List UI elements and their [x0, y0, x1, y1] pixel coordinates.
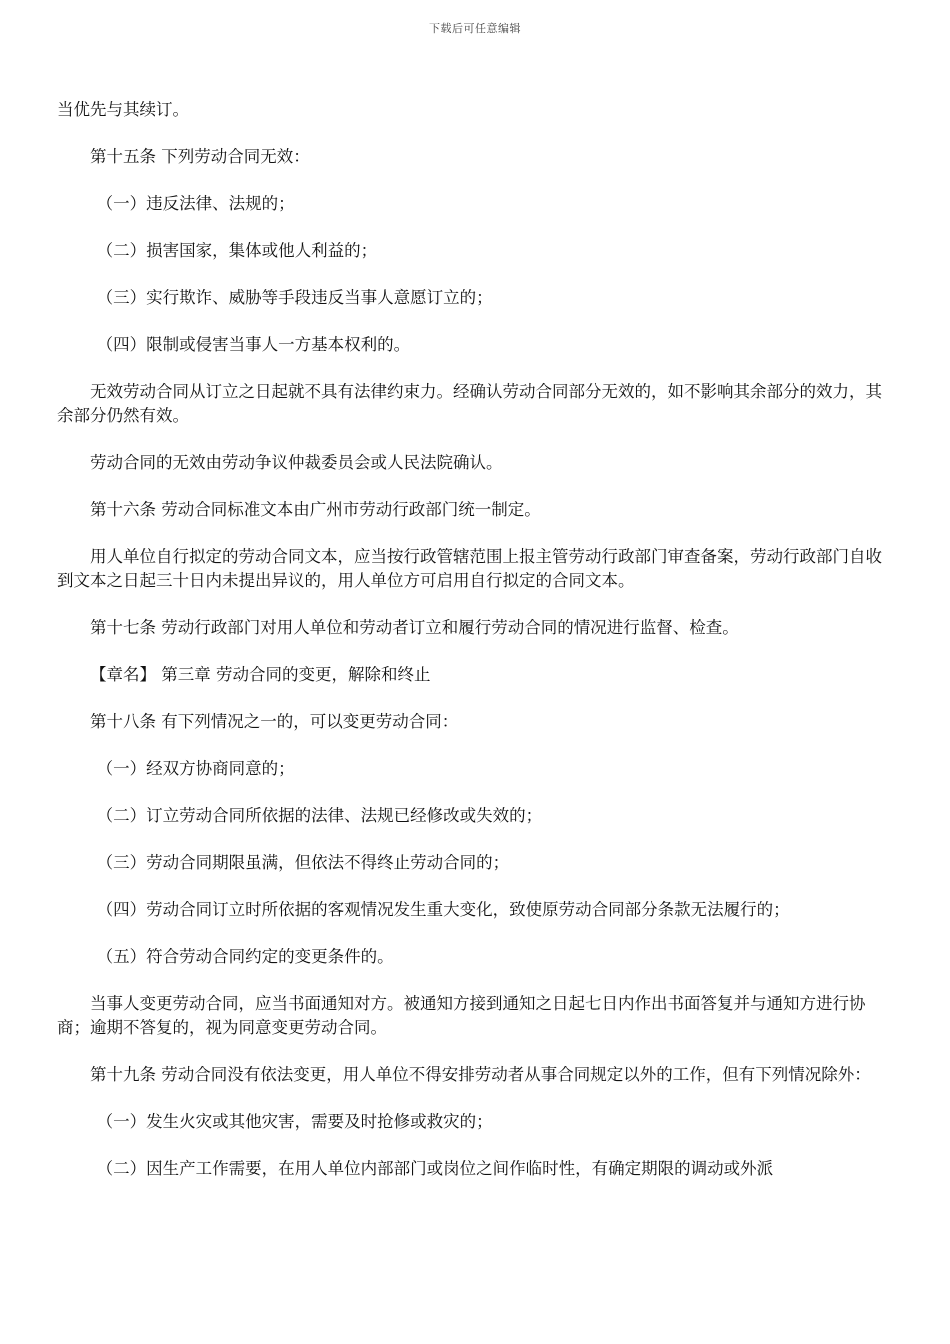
list-item: （一）经双方协商同意的； [96, 759, 295, 778]
list-item: （二）订立劳动合同所依据的法律、法规已经修改或失效的； [96, 806, 543, 825]
paragraph: 当优先与其续订。 [57, 100, 189, 119]
article-18-heading: 第十八条 有下列情况之一的，可以变更劳动合同： [90, 712, 459, 731]
list-item: （三）劳动合同期限虽满，但依法不得终止劳动合同的； [96, 853, 510, 872]
article-17-heading: 第十七条 劳动行政部门对用人单位和劳动者订立和履行劳动合同的情况进行监督、检查。 [90, 618, 739, 637]
list-item: （五）符合劳动合同约定的变更条件的。 [96, 947, 394, 966]
list-item: （二）损害国家，集体或他人利益的； [96, 241, 378, 260]
list-item: （二）因生产工作需要，在用人单位内部部门或岗位之间作临时性，有确定期限的调动或外派 [96, 1159, 774, 1178]
article-19-heading: 第十九条 劳动合同没有依法变更，用人单位不得安排劳动者从事合同规定以外的工作，但有下列情况除外： [90, 1065, 871, 1084]
article-16-heading: 第十六条 劳动合同标准文本由广州市劳动行政部门统一制定。 [90, 500, 541, 519]
paragraph: 当事人变更劳动合同，应当书面通知对方。被通知方接到通知之日起七日内作出书面答复并与通知方进行协商；逾期不答复的，视为同意变更劳动合同。 [57, 994, 866, 1037]
chapter-title: 【章名】 第三章 劳动合同的变更，解除和终止 [90, 665, 431, 684]
list-item: （四）劳动合同订立时所依据的客观情况发生重大变化，致使原劳动合同部分条款无法履行的； [96, 900, 790, 919]
list-item: （一）发生火灾或其他灾害，需要及时抢修或救灾的； [96, 1112, 493, 1131]
paragraph: 劳动合同的无效由劳动争议仲裁委员会或人民法院确认。 [90, 453, 503, 472]
document-body [57, 98, 883, 1204]
list-item: （四）限制或侵害当事人一方基本权利的。 [96, 335, 411, 354]
page-header: 下载后可任意编辑 [429, 22, 521, 35]
paragraph: 无效劳动合同从订立之日起就不具有法律约束力。经确认劳动合同部分无效的，如不影响其余部分的效力，其余部分仍然有效。 [57, 382, 882, 425]
paragraph: 用人单位自行拟定的劳动合同文本，应当按行政管辖范围上报主管劳动行政部门审查备案，劳动行政部门自收到文本之日起三十日内未提出异议的，用人单位方可启用自行拟定的合同文本。 [57, 547, 882, 590]
article-15-heading: 第十五条 下列劳动合同无效： [90, 147, 310, 166]
list-item: （一）违反法律、法规的； [96, 194, 295, 213]
list-item: （三）实行欺诈、威胁等手段违反当事人意愿订立的； [96, 288, 493, 307]
